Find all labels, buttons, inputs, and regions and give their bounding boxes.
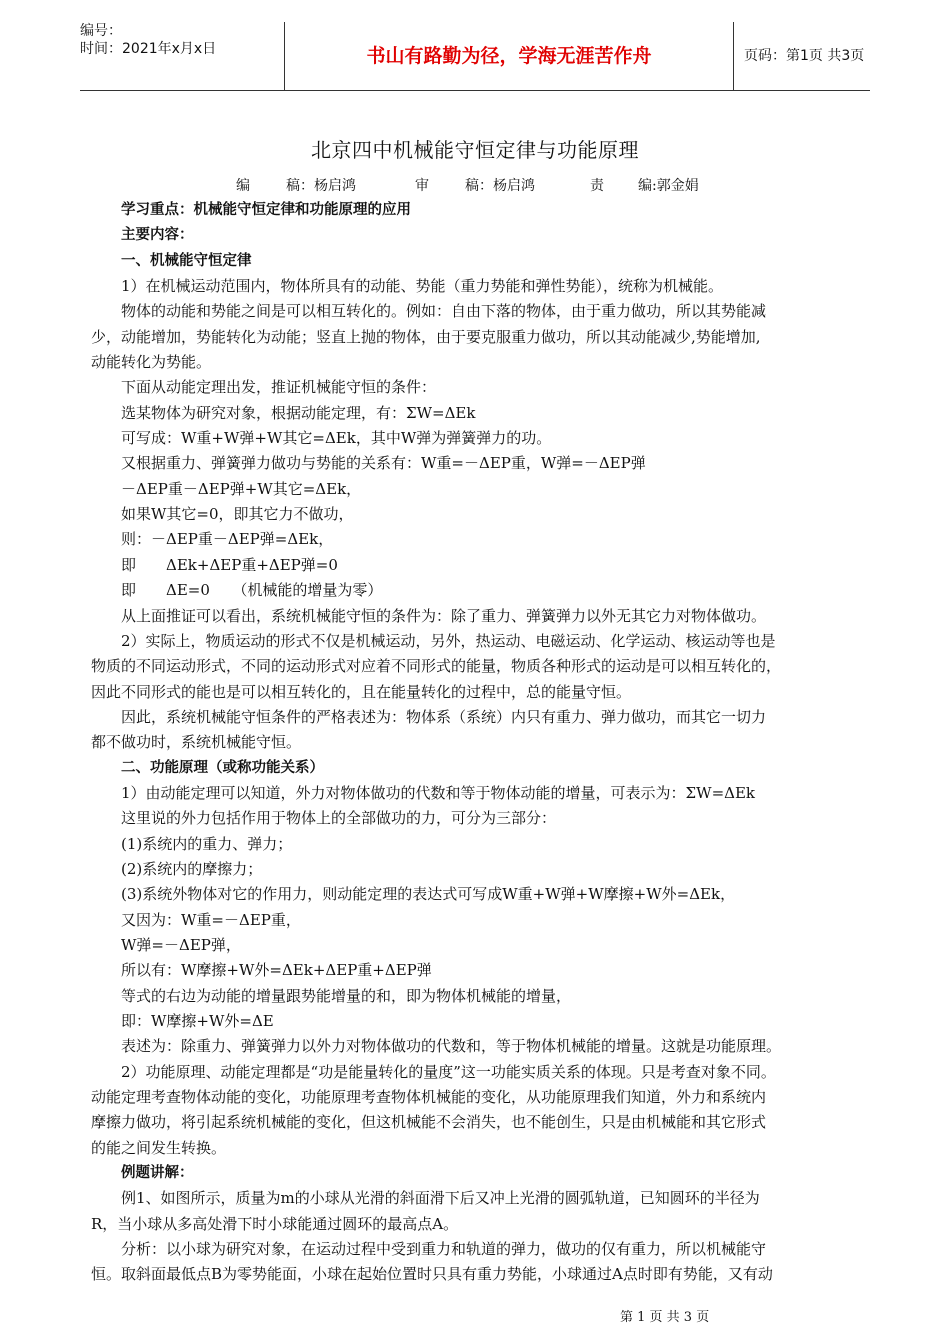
body-line: 分析：以小球为研究对象，在运动过程中受到重力和轨道的弹力，做功的仅有重力，所以机械能守: [121, 1240, 767, 1259]
section-heading: 主要内容：: [121, 227, 194, 244]
body-line: 即：W摩擦+W外=ΔE: [121, 1012, 274, 1030]
body-line: 例1、如图所示，质量为m的小球从光滑的斜面滑下后又冲上光滑的圆弧轨道，已知圆环的半径为: [121, 1189, 760, 1208]
byline-reviewer-label: 审: [415, 178, 429, 194]
body-line: 又因为：W重=－ΔEP重，: [121, 910, 301, 929]
byline-responsible-label: 责: [590, 178, 604, 194]
body-line: (1)系统内的重力、弹力；: [121, 834, 293, 853]
body-line: 动能定理考查物体动能的变化，功能原理考查物体机械能的变化，从功能原理我们知道，外力和系统内: [91, 1088, 767, 1107]
body-line: W弹=－ΔEP弹，: [121, 935, 241, 954]
page-header: [80, 22, 870, 91]
header-page-info: 页码：第1页 共3页: [744, 48, 865, 64]
body-line: 可写成：W重+W弹+W其它=ΔEk，其中W弹为弹簧弹力的功。: [121, 429, 552, 448]
body-line: 等式的右边为动能的增量跟势能增量的和，即为物体机械能的增量，: [121, 986, 572, 1005]
body-line: 从上面推证可以看出，系统机械能守恒的条件为：除了重力、弹簧弹力以外无其它力对物体做功。: [121, 606, 767, 625]
body-line: 选某物体为研究对象，根据动能定理，有：ΣW=ΔEk: [121, 403, 476, 422]
body-line: 表述为：除重力、弹簧弹力以外力对物体做功的代数和，等于物体机械能的增量。这就是功能原理。: [121, 1037, 782, 1056]
body-line: 少，动能增加，势能转化为动能；竖直上抛的物体，由于要克服重力做功，所以其动能减少,势能增加,: [91, 327, 761, 346]
byline-reviewer: 稿：杨启鸿: [465, 178, 535, 194]
body-line: 恒。取斜面最低点B为零势能面，小球在起始位置时只具有重力势能，小球通过A点时即有势能，又有动: [91, 1265, 773, 1284]
section-heading: 例题讲解：: [121, 1165, 194, 1182]
section-heading: 一、机械能守恒定律: [121, 252, 252, 269]
body-line: 因此，系统机械能守恒条件的严格表述为：物体系（系统）内只有重力、弹力做功，而其它一切力: [121, 707, 767, 726]
document-time: 时间：2021年x月x日: [80, 41, 217, 57]
byline-editor: 稿：杨启鸿: [286, 178, 356, 194]
body-line: 物质的不同运动形式，不同的运动形式对应着不同形式的能量，物质各种形式的运动是可以相互转化的，: [91, 657, 782, 676]
byline-editor-label: 编: [236, 178, 250, 194]
body-line: R，当小球从多高处滑下时小球能通过圆环的最高点A。: [91, 1214, 459, 1233]
body-line: 则：－ΔEP重－ΔEP弹=ΔEk，: [121, 530, 334, 549]
body-line: 因此不同形式的能也是可以相互转化的，且在能量转化的过程中，总的能量守恒。: [91, 682, 632, 701]
body-line: 动能转化为势能。: [91, 353, 212, 372]
document-number-label: 编号：: [80, 23, 122, 39]
document-title: 北京四中机械能守恒定律与功能原理: [311, 138, 639, 162]
page-footer: 第 1 页 共 3 页: [620, 1310, 710, 1325]
body-line: 即 ΔEk+ΔEP重+ΔEP弹=0: [121, 555, 338, 574]
body-line: 所以有：W摩擦+W外=ΔEk+ΔEP重+ΔEP弹: [121, 961, 432, 980]
section-heading: 学习重点：机械能守恒定律和功能原理的应用: [121, 202, 411, 218]
body-line: 又根据重力、弹簧弹力做功与势能的关系有：W重=－ΔEP重，W弹=－ΔEP弹: [121, 454, 646, 473]
body-line: 的能之间发生转换。: [91, 1138, 227, 1157]
header-motto: 书山有路勤为径，学海无涯苦作舟: [284, 22, 734, 90]
body-line: 这里说的外力包括作用于物体上的全部做功的力，可分为三部分：: [121, 809, 557, 828]
body-line: －ΔEP重－ΔEP弹+W其它=ΔEk，: [121, 479, 362, 498]
document-body: [91, 198, 861, 1288]
body-line: 1）由动能定理可以知道，外力对物体做功的代数和等于物体动能的增量，可表示为：ΣW=ΔEk: [121, 783, 756, 802]
header-meta: [80, 22, 277, 90]
body-line: 摩擦力做功，将引起系统机械能的变化，但这机械能不会消失，也不能创生，只是由机械能和其它形式: [91, 1113, 767, 1132]
body-line: 1）在机械运动范围内，物体所具有的动能、势能（重力势能和弹性势能），统称为机械能。: [121, 277, 724, 296]
body-line: 如果W其它=0，即其它力不做功，: [121, 505, 354, 524]
body-line: (3)系统外物体对它的作用力，则动能定理的表达式可写成W重+W弹+W摩擦+W外=ΔEk，: [121, 885, 736, 904]
body-line: (2)系统内的摩擦力；: [121, 859, 263, 878]
byline-responsible: 编:郭金娟: [638, 178, 699, 194]
section-heading: 二、功能原理（或称功能关系）: [121, 759, 324, 776]
body-line: 下面从动能定理出发，推证机械能守恒的条件：: [121, 378, 437, 397]
body-line: 2）功能原理、动能定理都是“功是能量转化的量度”这一功能实质关系的体现。只是考查对象不同。: [121, 1062, 776, 1081]
body-line: 物体的动能和势能之间是可以相互转化的。例如：自由下落的物体，由于重力做功，所以其势能减: [121, 302, 767, 321]
body-line: 2）实际上，物质运动的形式不仅是机械运动，另外，热运动、电磁运动、化学运动、核运动等也是: [121, 631, 776, 650]
body-line: 即 ΔE=0 （机械能的增量为零）: [121, 581, 383, 600]
body-line: 都不做功时，系统机械能守恒。: [91, 733, 302, 752]
